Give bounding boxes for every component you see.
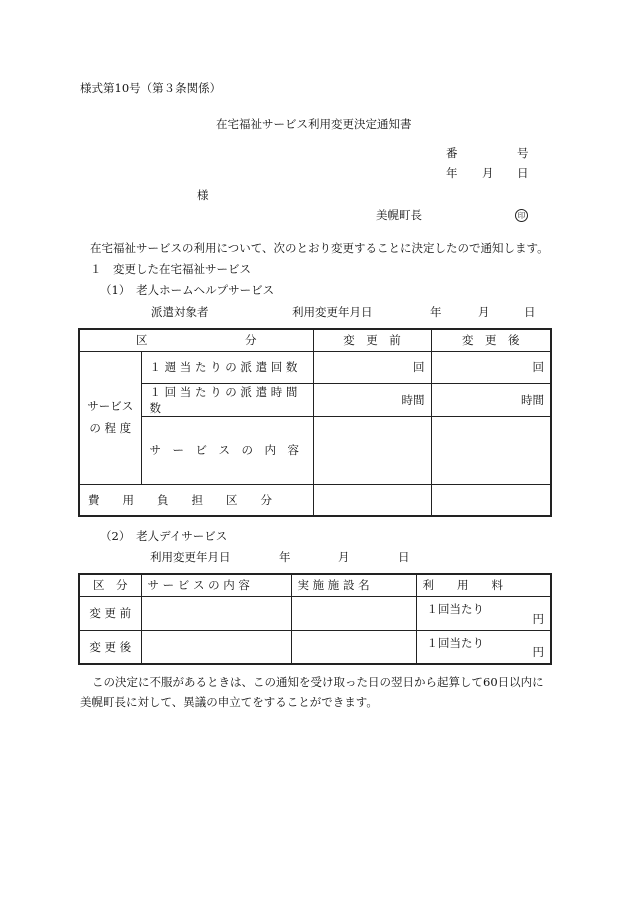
content-before	[313, 416, 431, 484]
number-label: 番	[446, 146, 458, 160]
form-label: 様式第10号（第３条関係）	[80, 81, 222, 95]
change-year-2: 年	[279, 550, 291, 564]
service-content-label: サ ー ビ ス の 内 容	[141, 416, 313, 484]
content-after	[431, 416, 551, 484]
objection-notice-line2: 美幌町長に対して、異議の申立てをすることができます。	[80, 695, 378, 709]
change-month: 月	[478, 305, 490, 319]
row-before-label: 変 更 前	[79, 596, 141, 630]
fee-before: １回当たり 円	[416, 596, 551, 630]
change-month-2: 月	[338, 550, 350, 564]
cost-burden-label: 費 用 負 担 区 分	[79, 484, 313, 516]
content-after-2	[141, 630, 291, 664]
change-day-2: 日	[398, 550, 410, 564]
change-day: 日	[524, 305, 536, 319]
section-1-heading: １ 変更した在宅福祉サービス	[90, 262, 251, 276]
issue-day: 日	[517, 166, 529, 180]
issue-year: 年	[446, 166, 458, 180]
objection-notice-line1: この決定に不服があるときは、この通知を受け取った日の翌日から起算して60日以内に	[92, 675, 544, 689]
header-service-content: サ ー ビ ス の 内 容	[141, 574, 291, 596]
service-level-group: サービス の 程 度	[79, 351, 141, 484]
subsection-2-heading: （2） 老人デイサービス	[100, 529, 228, 543]
issue-month: 月	[482, 166, 494, 180]
header-before: 変 更 前	[313, 329, 431, 351]
weekly-count-before: 回	[313, 351, 431, 383]
content-before-2	[141, 596, 291, 630]
cost-before	[313, 484, 431, 516]
day-service-table	[78, 573, 552, 665]
addressee-suffix: 様	[197, 188, 209, 202]
header-category: 区 分	[79, 329, 313, 351]
change-date-label-2: 利用変更年月日	[150, 550, 231, 564]
weekly-count-after: 回	[431, 351, 551, 383]
hours-after: 時間	[431, 383, 551, 416]
row-after-label: 変 更 後	[79, 630, 141, 664]
dispatch-target-label: 派遣対象者	[151, 305, 209, 319]
change-year: 年	[430, 305, 442, 319]
header-facility: 実 施 施 設 名	[291, 574, 416, 596]
header-after: 変 更 後	[431, 329, 551, 351]
subsection-1-heading: （1） 老人ホームヘルプサービス	[100, 283, 275, 297]
number-suffix: 号	[517, 146, 529, 160]
facility-after	[291, 630, 416, 664]
seal-mark: 印	[515, 209, 528, 222]
home-help-table	[78, 328, 552, 517]
weekly-dispatch-count-label: １ 週 当 た り の 派 遣 回 数	[141, 351, 313, 383]
intro-text: 在宅福祉サービスの利用について、次のとおり変更することに決定したので通知します。	[90, 241, 549, 255]
header-fee: 利 用 料	[416, 574, 551, 596]
header-category-2: 区 分	[79, 574, 141, 596]
fee-after: １回当たり 円	[416, 630, 551, 664]
cost-after	[431, 484, 551, 516]
change-date-label: 利用変更年月日	[292, 305, 373, 319]
facility-before	[291, 596, 416, 630]
document-title: 在宅福祉サービス利用変更決定通知書	[216, 117, 412, 131]
hours-before: 時間	[313, 383, 431, 416]
dispatch-hours-label: １ 回 当 た り の 派 遣 時 間 数	[141, 383, 313, 416]
issuer-name: 美幌町長	[376, 208, 422, 222]
